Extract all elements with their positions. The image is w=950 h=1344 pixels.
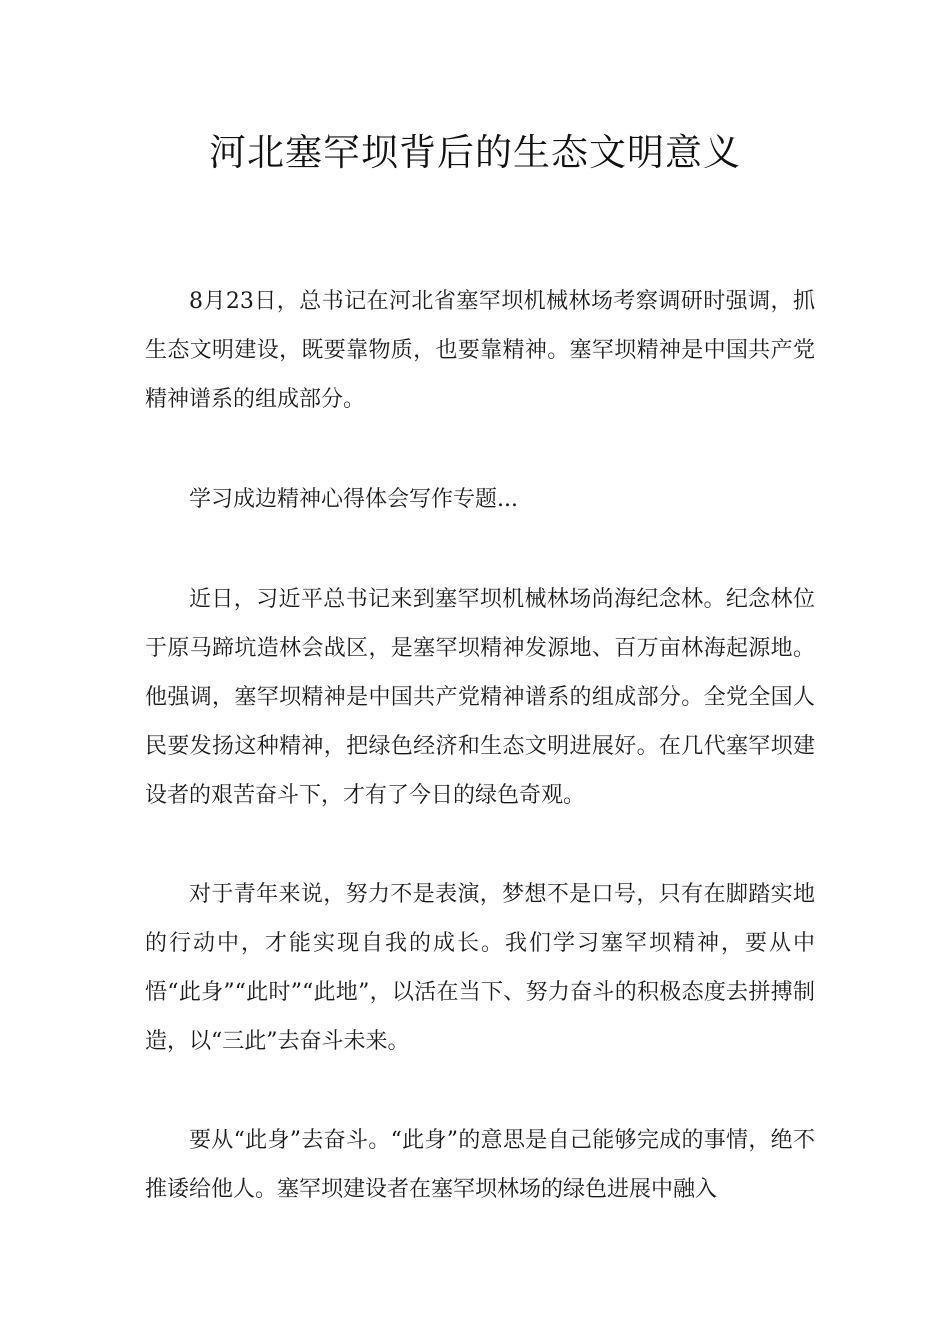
paragraph-1: 8月23日，总书记在河北省塞罕坝机械林场考察调研时强调，抓生态文明建设，既要靠物质，也要靠精神。塞罕坝精神是中国共产党精神谱系的组成部分。 xyxy=(145,289,815,412)
paragraph-5: 要从“此身”去奋斗。“此身”的意思是自己能够完成的事情，绝不推诿给他人。塞罕坝建设者在塞罕坝林场的绿色进展中融入 xyxy=(145,1128,815,1202)
document-title: 河北塞罕坝背后的生态文明意义 xyxy=(209,131,741,174)
paragraph-2: 学习成边精神心得体会写作专题... xyxy=(189,487,518,512)
paragraph-4: 对于青年来说，努力不是表演，梦想不是口号，只有在脚踏实地的行动中，才能实现自我的成长。我们学习塞罕坝精神，要从中悟“此身”“此时”“此地”，以活在当下、努力奋斗的积极态度去拼搏制造，以“三此”去奋斗未来。 xyxy=(145,882,815,1054)
paragraph-3: 近日，习近平总书记来到塞罕坝机械林场尚海纪念林。纪念林位于原马蹄坑造林会战区，是塞罕坝精神发源地、百万亩林海起源地。他强调，塞罕坝精神是中国共产党精神谱系的组成部分。全党全国人民要发扬这种精神，把绿色经济和生态文明进展好。在几代塞罕坝建设者的艰苦奋斗下，才有了今日的绿色奇观。 xyxy=(145,587,815,808)
